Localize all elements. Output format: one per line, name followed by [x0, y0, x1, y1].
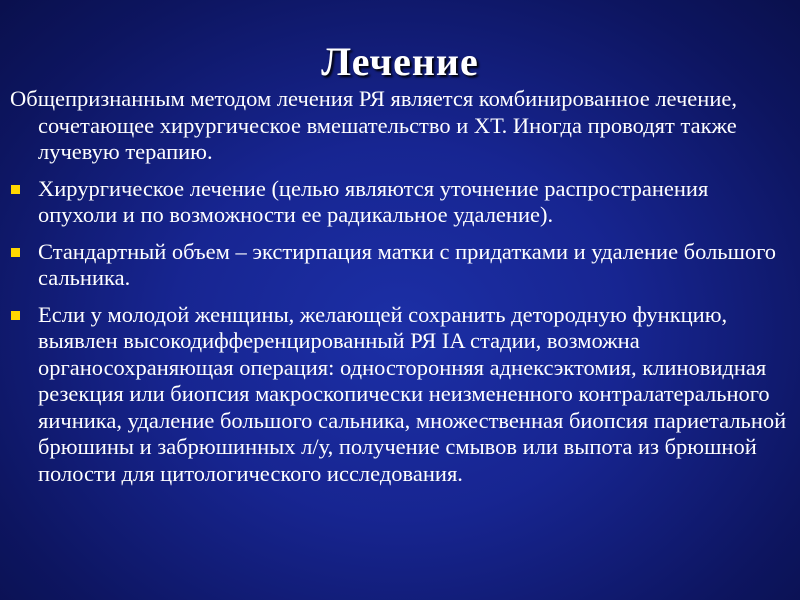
bullet-item-standard-volume: [10, 239, 790, 292]
slide-title: Лечение: [321, 39, 479, 84]
bullet-text: Если у молодой женщины, желающей сохранить детородную функцию, выявлен высокодифференцированный РЯ IA стадии, возможна органосохраняющая операция: односторонняя аднексэктомия, клиновидная резекция или биопсия макроскопически неизмененного контралатерального яичника, удаление большого сальника, множественная биопсия париетальной брюшины и забрюшинных л/у, получение смывов или выпота из брюшной полости для цитологического исследования.: [38, 301, 787, 486]
slide-content: [10, 86, 790, 497]
bullet-item-organ-sparing: [10, 302, 790, 488]
square-bullet-icon: [11, 185, 20, 194]
bullet-item-surgery: [10, 176, 790, 229]
intro-paragraph: Общепризнанным методом лечения РЯ является комбинированное лечение, сочетающее хирургическое вмешательство и ХТ. Иногда проводят также лучевую терапию.: [10, 86, 737, 164]
bullet-text: Хирургическое лечение (целью являются уточнение распространения опухоли и по возможности ее радикальное удаление).: [38, 175, 709, 227]
bullet-text: Стандартный объем – экстирпация матки с придатками и удаление большого сальника.: [38, 238, 777, 290]
square-bullet-icon: [11, 311, 20, 320]
square-bullet-icon: [11, 248, 20, 257]
